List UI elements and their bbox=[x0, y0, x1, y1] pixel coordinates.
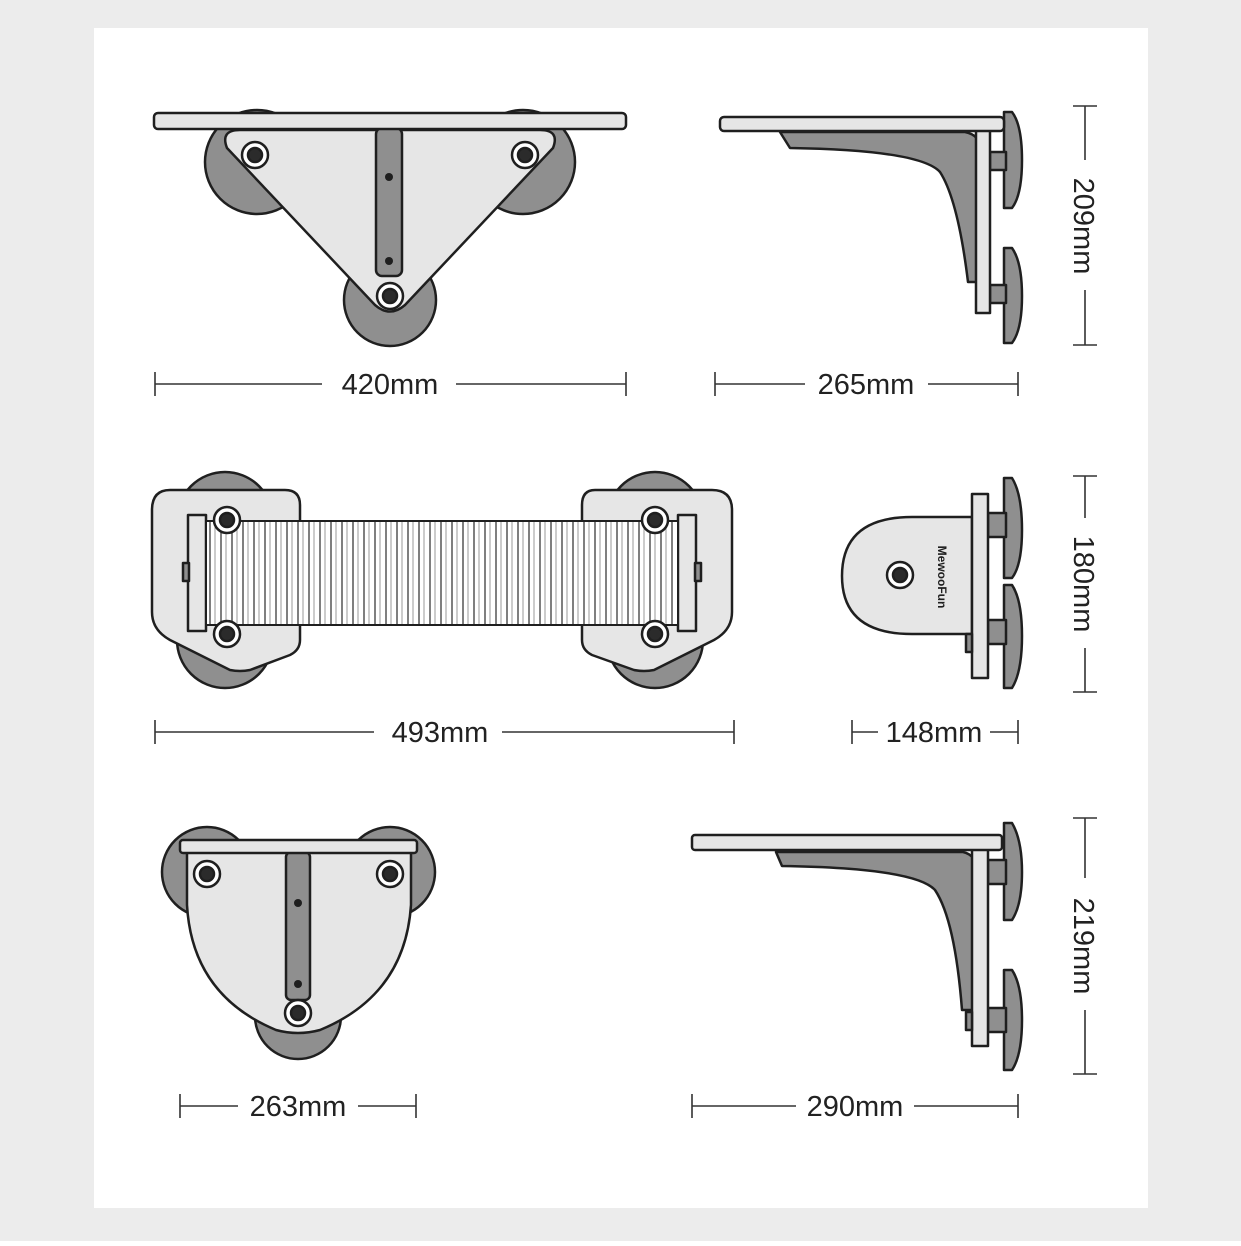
dim-label-148: 148mm bbox=[885, 717, 983, 749]
brand-label: MewooFun bbox=[935, 545, 949, 609]
dim-label-265: 265mm bbox=[817, 369, 915, 401]
dim-label-263: 263mm bbox=[249, 1091, 347, 1123]
dim-label-493: 493mm bbox=[391, 717, 489, 749]
dim-label-209: 209mm bbox=[1067, 177, 1099, 275]
dim-label-290: 290mm bbox=[806, 1091, 904, 1123]
dim-label-180: 180mm bbox=[1067, 535, 1099, 633]
dim-label-420: 420mm bbox=[341, 369, 439, 401]
dim-label-219: 219mm bbox=[1067, 897, 1099, 995]
